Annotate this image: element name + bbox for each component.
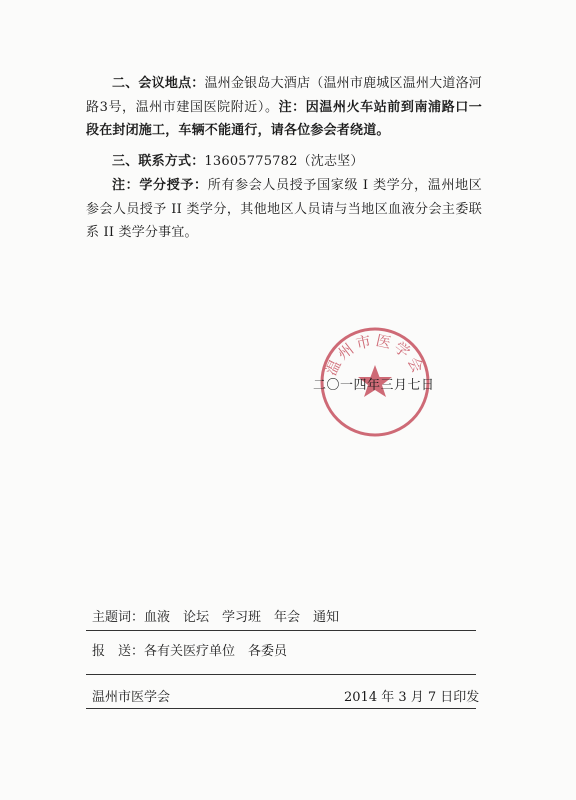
contact-label: 三、联系方式：	[112, 154, 205, 169]
document-date: 二〇一四年三月七日	[313, 378, 435, 393]
divider	[86, 674, 476, 675]
credit-label: 注：学分授予：	[112, 178, 208, 193]
print-date: 2014 年 3 月 7 日印发	[344, 690, 480, 705]
note-label: 注：	[278, 99, 306, 115]
subject-keywords: 主题词：血液 论坛 学习班 年会 通知	[92, 610, 340, 625]
meeting-location-text: 温州金银岛大酒店（温州市鹿城区温州大道洛河路3号，温州市建国医院附近）。	[86, 76, 483, 115]
contact-text: 13605775782（沈志坚）	[204, 154, 364, 169]
recipients-line: 报 送：各有关医疗单位 各委员	[92, 644, 288, 659]
credit-paragraph	[86, 174, 482, 245]
issuing-organization: 温州市医学会	[92, 690, 171, 705]
seal-text: 温州市医学会	[321, 331, 429, 379]
meeting-location-label: 二、会议地点：	[112, 76, 205, 91]
credit-text: 所有参会人员授予国家级 I 类学分，温州地区参会人员授予 II 类学分，其他地区人员请与当地区血液分会主委联系 II 类学分事宜。	[86, 178, 482, 240]
meeting-location-paragraph	[86, 72, 482, 143]
contact-paragraph	[86, 150, 482, 174]
traffic-note-text: 因温州火车站前到南浦路口一段在封闭施工，车辆不能通行，请各位参会者绕道。	[86, 99, 483, 138]
divider	[86, 708, 476, 709]
divider	[86, 630, 476, 631]
